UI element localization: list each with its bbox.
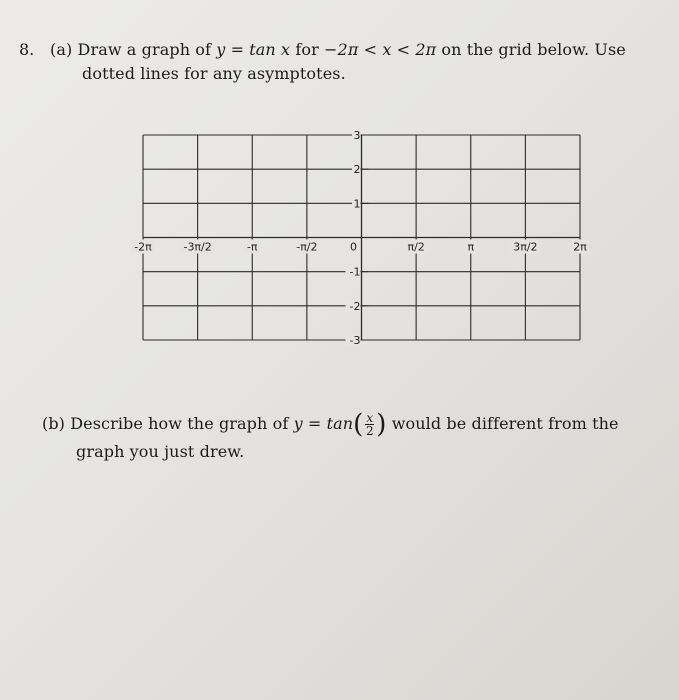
y-axis-label: -2 — [349, 299, 361, 313]
y-axis-label: -1 — [349, 265, 361, 279]
x-axis-label: -3π/2 — [183, 240, 212, 254]
fraction-denominator: 2 — [365, 424, 374, 438]
x-axis-label: 0 — [350, 240, 357, 254]
y-axis-label: 3 — [353, 129, 361, 142]
y-axis-label: 1 — [353, 197, 361, 211]
part-b-text-1: Describe how the graph of — [70, 414, 289, 433]
x-axis-label: -2π — [134, 240, 152, 254]
part-b-equation: y = tan — [293, 414, 354, 433]
x-axis-label: -π — [246, 240, 258, 254]
y-axis-label: -3 — [349, 334, 361, 347]
part-b-line-1 — [42, 409, 619, 440]
part-a-line-2: dotted lines for any asymptotes. — [82, 64, 346, 83]
part-a-text-2: for — [295, 40, 319, 59]
part-a-equation: y = tan x — [216, 40, 291, 59]
grid-lines — [143, 135, 580, 340]
x-axis-label: 2π — [573, 240, 587, 254]
y-axis-label: 2 — [353, 163, 361, 177]
x-axis-label: π/2 — [407, 240, 425, 254]
left-paren: ( — [353, 409, 364, 440]
part-b-line-2: graph you just drew. — [76, 442, 245, 461]
fraction-numerator: x — [366, 411, 374, 425]
part-b-text-2: would be different from the — [391, 414, 619, 433]
question-number: 8. — [19, 40, 35, 59]
part-a-label: (a) — [50, 40, 73, 59]
x-axis-label: 3π/2 — [513, 240, 538, 254]
right-paren: ) — [376, 409, 387, 440]
part-a-text-3: on the grid below. Use — [441, 40, 626, 59]
part-a-text-1: Draw a graph of — [77, 40, 212, 59]
part-b-label: (b) — [42, 414, 66, 433]
part-a-domain: −2π < x < 2π — [324, 40, 437, 59]
x-axis-label: π — [467, 240, 475, 254]
fraction — [365, 412, 374, 437]
x-axis-label: -π/2 — [296, 240, 318, 254]
